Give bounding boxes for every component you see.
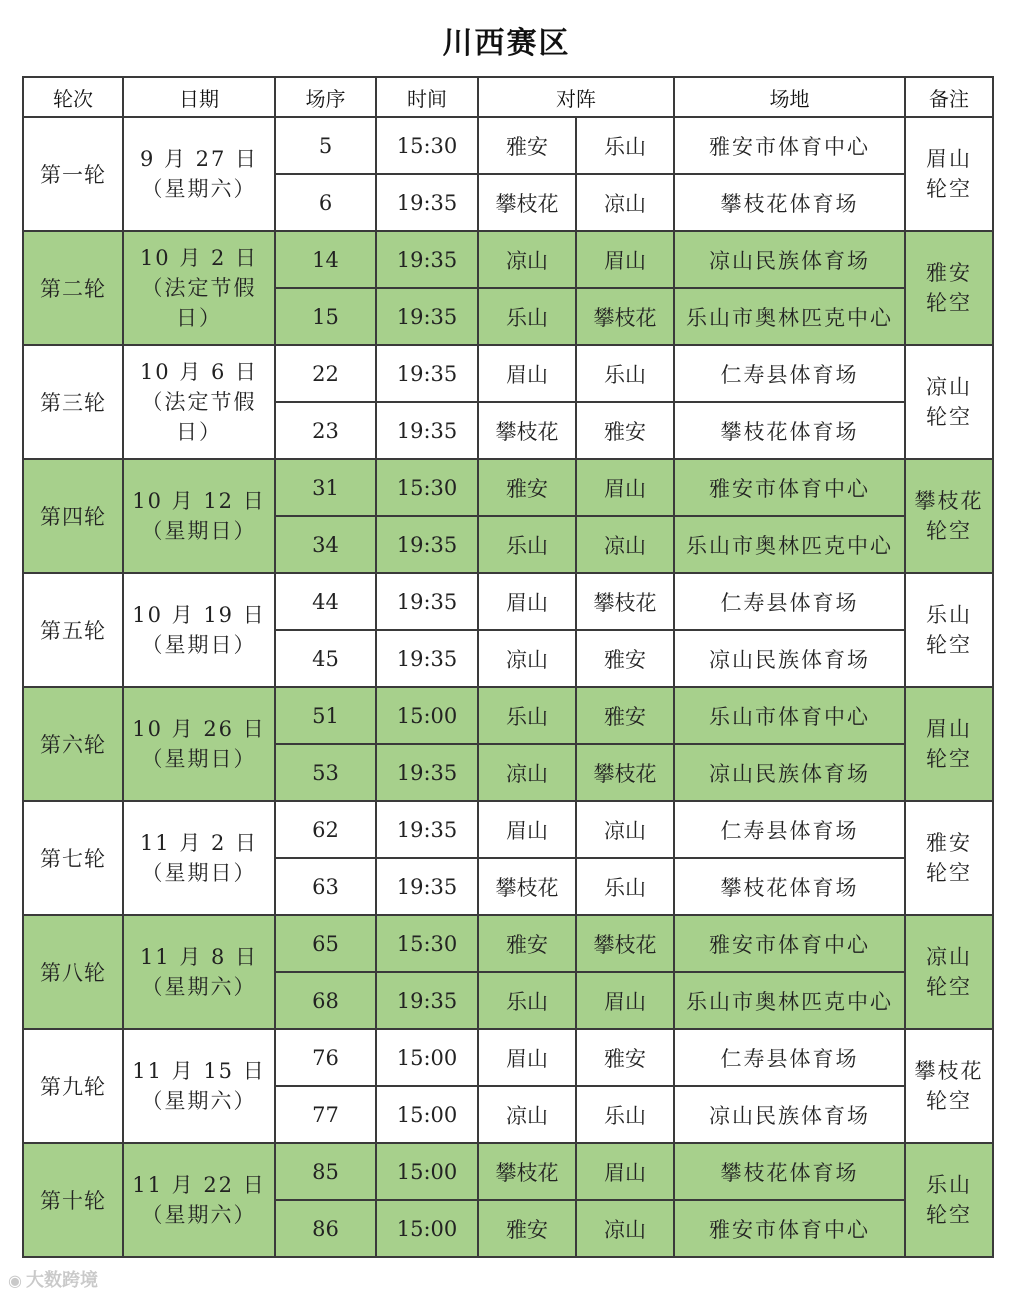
time-cell: 15:00 (376, 1086, 478, 1143)
away-team-cell: 眉山 (576, 1143, 674, 1200)
away-team-cell: 凉山 (576, 1200, 674, 1257)
home-team-cell: 攀枝花 (478, 402, 576, 459)
time-cell: 19:35 (376, 231, 478, 288)
match-no-cell: 31 (275, 459, 376, 516)
bye-label-text: 轮空 (926, 975, 972, 999)
date-cell (123, 573, 275, 687)
time-cell: 15:00 (376, 1029, 478, 1086)
weekday-text: （星期日） (141, 747, 257, 771)
date-cell (123, 1143, 275, 1257)
away-team-cell: 乐山 (576, 117, 674, 174)
home-team-cell: 雅安 (478, 915, 576, 972)
table-row (23, 231, 993, 288)
away-team-cell: 攀枝花 (576, 915, 674, 972)
match-no-cell: 34 (275, 516, 376, 573)
away-team-cell: 攀枝花 (576, 573, 674, 630)
home-team-cell: 眉山 (478, 1029, 576, 1086)
weekday-text: （星期六） (141, 1089, 257, 1113)
home-team-cell: 攀枝花 (478, 1143, 576, 1200)
note-cell (905, 1143, 993, 1257)
date-cell (123, 915, 275, 1029)
match-no-cell: 62 (275, 801, 376, 858)
date-text: 10 月 19 日 (132, 603, 266, 627)
bye-label-text: 轮空 (926, 861, 972, 885)
time-cell: 19:35 (376, 345, 478, 402)
date-text: 9 月 27 日 (139, 147, 259, 171)
match-no-cell: 5 (275, 117, 376, 174)
note-cell (905, 573, 993, 687)
match-no-cell: 63 (275, 858, 376, 915)
date-text: 10 月 6 日 (139, 360, 259, 384)
home-team-cell: 雅安 (478, 1200, 576, 1257)
venue-cell: 攀枝花体育场 (674, 174, 905, 231)
weekday-text: （星期六） (141, 975, 257, 999)
header-venue: 场地 (674, 77, 905, 117)
note-cell (905, 801, 993, 915)
match-no-cell: 53 (275, 744, 376, 801)
home-team-cell: 攀枝花 (478, 858, 576, 915)
match-no-cell: 76 (275, 1029, 376, 1086)
table-row (23, 459, 993, 516)
bye-team-text: 凉山 (926, 375, 972, 399)
time-cell: 15:30 (376, 117, 478, 174)
venue-cell: 雅安市体育中心 (674, 117, 905, 174)
schedule-table (22, 76, 994, 1258)
match-no-cell: 51 (275, 687, 376, 744)
match-no-cell: 44 (275, 573, 376, 630)
venue-cell: 雅安市体育中心 (674, 1200, 905, 1257)
time-cell: 19:35 (376, 858, 478, 915)
header-fixture: 对阵 (478, 77, 674, 117)
away-team-cell: 雅安 (576, 687, 674, 744)
venue-cell: 凉山民族体育场 (674, 1086, 905, 1143)
table-row (23, 687, 993, 744)
time-cell: 19:35 (376, 288, 478, 345)
time-cell: 19:35 (376, 516, 478, 573)
match-no-cell: 65 (275, 915, 376, 972)
home-team-cell: 乐山 (478, 687, 576, 744)
header-date: 日期 (123, 77, 275, 117)
weekday-text: （星期日） (141, 519, 257, 543)
time-cell: 15:30 (376, 459, 478, 516)
venue-cell: 乐山市奥林匹克中心 (674, 288, 905, 345)
bye-team-text: 乐山 (926, 603, 972, 627)
match-no-cell: 6 (275, 174, 376, 231)
weekday-text: （法定节假日） (141, 276, 257, 330)
home-team-cell: 眉山 (478, 801, 576, 858)
time-cell: 19:35 (376, 744, 478, 801)
match-no-cell: 86 (275, 1200, 376, 1257)
time-cell: 19:35 (376, 573, 478, 630)
weekday-text: （星期六） (141, 177, 257, 201)
date-text: 10 月 2 日 (139, 246, 259, 270)
date-text: 10 月 12 日 (132, 489, 266, 513)
date-cell (123, 459, 275, 573)
table-row (23, 801, 993, 858)
venue-cell: 攀枝花体育场 (674, 402, 905, 459)
venue-cell: 雅安市体育中心 (674, 915, 905, 972)
venue-cell: 攀枝花体育场 (674, 858, 905, 915)
away-team-cell: 攀枝花 (576, 744, 674, 801)
header-round: 轮次 (23, 77, 123, 117)
away-team-cell: 乐山 (576, 858, 674, 915)
away-team-cell: 眉山 (576, 972, 674, 1029)
bye-label-text: 轮空 (926, 405, 972, 429)
venue-cell: 仁寿县体育场 (674, 573, 905, 630)
venue-cell: 雅安市体育中心 (674, 459, 905, 516)
note-cell (905, 1029, 993, 1143)
date-cell (123, 1029, 275, 1143)
date-cell (123, 687, 275, 801)
venue-cell: 凉山民族体育场 (674, 744, 905, 801)
bye-team-text: 雅安 (926, 261, 972, 285)
date-cell (123, 345, 275, 459)
venue-cell: 凉山民族体育场 (674, 231, 905, 288)
table-row (23, 1143, 993, 1200)
date-text: 11 月 22 日 (132, 1173, 266, 1197)
home-team-cell: 雅安 (478, 117, 576, 174)
away-team-cell: 雅安 (576, 630, 674, 687)
time-cell: 19:35 (376, 801, 478, 858)
table-row (23, 1029, 993, 1086)
away-team-cell: 凉山 (576, 516, 674, 573)
away-team-cell: 雅安 (576, 402, 674, 459)
venue-cell: 仁寿县体育场 (674, 1029, 905, 1086)
match-no-cell: 23 (275, 402, 376, 459)
note-cell (905, 687, 993, 801)
table-row (23, 345, 993, 402)
date-text: 11 月 2 日 (139, 831, 259, 855)
date-cell (123, 231, 275, 345)
header-row (23, 77, 993, 117)
venue-cell: 凉山民族体育场 (674, 630, 905, 687)
time-cell: 15:00 (376, 1200, 478, 1257)
watermark (8, 1266, 98, 1292)
round-cell: 第九轮 (23, 1029, 123, 1143)
match-no-cell: 15 (275, 288, 376, 345)
weekday-text: （法定节假日） (141, 390, 257, 444)
away-team-cell: 乐山 (576, 345, 674, 402)
time-cell: 19:35 (376, 402, 478, 459)
home-team-cell: 攀枝花 (478, 174, 576, 231)
round-cell: 第七轮 (23, 801, 123, 915)
venue-cell: 仁寿县体育场 (674, 801, 905, 858)
bye-label-text: 轮空 (926, 1203, 972, 1227)
venue-cell: 仁寿县体育场 (674, 345, 905, 402)
time-cell: 15:00 (376, 1143, 478, 1200)
bye-team-text: 眉山 (926, 717, 972, 741)
watermark-text: 大数跨境 (25, 1270, 98, 1291)
bye-label-text: 轮空 (926, 519, 972, 543)
round-cell: 第二轮 (23, 231, 123, 345)
weibo-logo-icon: ◉ (8, 1271, 22, 1290)
table-row (23, 573, 993, 630)
round-cell: 第一轮 (23, 117, 123, 231)
away-team-cell: 眉山 (576, 459, 674, 516)
venue-cell: 乐山市奥林匹克中心 (674, 516, 905, 573)
bye-label-text: 轮空 (926, 747, 972, 771)
table-row (23, 117, 993, 174)
home-team-cell: 乐山 (478, 288, 576, 345)
home-team-cell: 凉山 (478, 231, 576, 288)
bye-team-text: 雅安 (926, 831, 972, 855)
date-cell (123, 117, 275, 231)
away-team-cell: 凉山 (576, 174, 674, 231)
venue-cell: 乐山市奥林匹克中心 (674, 972, 905, 1029)
away-team-cell: 凉山 (576, 801, 674, 858)
away-team-cell: 雅安 (576, 1029, 674, 1086)
header-note: 备注 (905, 77, 993, 117)
schedule-body (23, 117, 993, 1257)
weekday-text: （星期日） (141, 633, 257, 657)
round-cell: 第八轮 (23, 915, 123, 1029)
page-title: 川西赛区 (442, 26, 571, 61)
note-cell (905, 915, 993, 1029)
weekday-text: （星期日） (141, 861, 257, 885)
bye-label-text: 轮空 (926, 291, 972, 315)
home-team-cell: 乐山 (478, 516, 576, 573)
date-text: 11 月 15 日 (132, 1059, 266, 1083)
bye-label-text: 轮空 (926, 177, 972, 201)
date-text: 11 月 8 日 (139, 945, 259, 969)
home-team-cell: 乐山 (478, 972, 576, 1029)
header-match-no: 场序 (275, 77, 376, 117)
match-no-cell: 14 (275, 231, 376, 288)
bye-team-text: 乐山 (926, 1173, 972, 1197)
away-team-cell: 眉山 (576, 231, 674, 288)
note-cell (905, 117, 993, 231)
bye-team-text: 眉山 (926, 147, 972, 171)
note-cell (905, 459, 993, 573)
time-cell: 19:35 (376, 630, 478, 687)
bye-label-text: 轮空 (926, 633, 972, 657)
home-team-cell: 眉山 (478, 345, 576, 402)
note-cell (905, 231, 993, 345)
time-cell: 15:00 (376, 687, 478, 744)
table-row (23, 915, 993, 972)
bye-team-text: 凉山 (926, 945, 972, 969)
header-time: 时间 (376, 77, 478, 117)
match-no-cell: 68 (275, 972, 376, 1029)
round-cell: 第十轮 (23, 1143, 123, 1257)
round-cell: 第五轮 (23, 573, 123, 687)
date-cell (123, 801, 275, 915)
bye-team-text: 攀枝花 (914, 489, 984, 513)
match-no-cell: 45 (275, 630, 376, 687)
home-team-cell: 眉山 (478, 573, 576, 630)
weekday-text: （星期六） (141, 1203, 257, 1227)
bye-team-text: 攀枝花 (914, 1059, 984, 1083)
match-no-cell: 77 (275, 1086, 376, 1143)
match-no-cell: 22 (275, 345, 376, 402)
match-no-cell: 85 (275, 1143, 376, 1200)
date-text: 10 月 26 日 (132, 717, 266, 741)
round-cell: 第三轮 (23, 345, 123, 459)
round-cell: 第四轮 (23, 459, 123, 573)
home-team-cell: 雅安 (478, 459, 576, 516)
home-team-cell: 凉山 (478, 1086, 576, 1143)
time-cell: 19:35 (376, 972, 478, 1029)
time-cell: 15:30 (376, 915, 478, 972)
note-cell (905, 345, 993, 459)
venue-cell: 攀枝花体育场 (674, 1143, 905, 1200)
bye-label-text: 轮空 (926, 1089, 972, 1113)
away-team-cell: 乐山 (576, 1086, 674, 1143)
venue-cell: 乐山市体育中心 (674, 687, 905, 744)
away-team-cell: 攀枝花 (576, 288, 674, 345)
home-team-cell: 凉山 (478, 744, 576, 801)
time-cell: 19:35 (376, 174, 478, 231)
home-team-cell: 凉山 (478, 630, 576, 687)
round-cell: 第六轮 (23, 687, 123, 801)
